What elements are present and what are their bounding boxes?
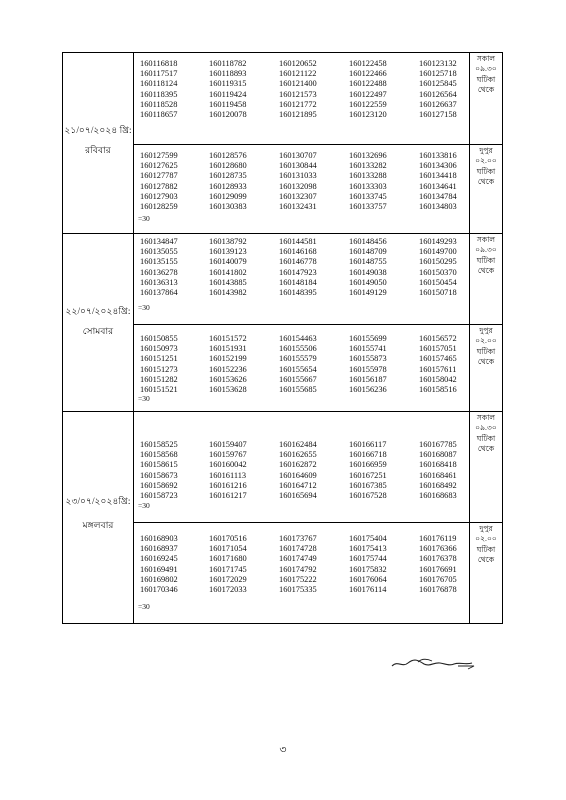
roll-number: 160155579 — [279, 354, 317, 364]
roll-number: 160156187 — [349, 374, 387, 384]
time-text: ০৯.৩০ — [475, 423, 497, 433]
roll-number: 160139123 — [209, 247, 247, 257]
roll-number: 160133757 — [349, 202, 387, 212]
roll-number: 160169245 — [140, 554, 178, 564]
time-text: ০৯.৩০ — [475, 64, 497, 74]
roll-number: 160156572 — [419, 334, 457, 343]
roll-number: 160167785 — [419, 440, 457, 449]
date-cell — [63, 412, 134, 623]
roll-number: 160122488 — [349, 79, 387, 89]
roll-number: 160151521 — [140, 385, 178, 395]
date-row — [62, 412, 503, 624]
roll-number: 160159407 — [209, 440, 247, 449]
roll-number: 160131033 — [279, 171, 317, 181]
roll-number: 160151251 — [140, 354, 178, 364]
roll-number: 160170516 — [209, 534, 247, 543]
roll-number: 160134306 — [419, 161, 457, 171]
roll-number: 160118124 — [140, 79, 178, 89]
roll-number: 160121122 — [279, 69, 317, 79]
roll-number: 160149129 — [349, 288, 387, 298]
time-text: ঘটিকা — [476, 346, 496, 356]
roll-number: 160120652 — [279, 59, 317, 68]
time-text: সকাল — [476, 54, 496, 63]
roll-number: 160174792 — [279, 564, 317, 574]
roll-number: 160164712 — [279, 480, 317, 490]
roll-number: 160162872 — [279, 460, 317, 470]
roll-number: 160138792 — [209, 237, 247, 246]
roll-number: 160150855 — [140, 334, 178, 343]
roll-number: 160161217 — [209, 491, 247, 501]
exam-date: ২১/০৭/২০২৪ খ্রি: — [64, 125, 132, 135]
roll-number: 160121772 — [279, 99, 317, 109]
time-text: ঘটিকা — [476, 544, 496, 554]
time-text: দুপুর — [479, 146, 493, 155]
roll-number: 160155506 — [279, 344, 317, 354]
roll-number: 160158516 — [419, 385, 457, 395]
roll-number: 160152236 — [209, 364, 247, 374]
roll-number: 160129099 — [209, 191, 247, 201]
session-row — [134, 412, 502, 522]
roll-number: 160166117 — [349, 440, 387, 449]
roll-number: 160170346 — [140, 585, 178, 595]
roll-number: 160127903 — [140, 191, 178, 201]
time-text: ০২.০০ — [475, 534, 497, 544]
roll-number: 160116818 — [140, 59, 178, 68]
roll-number: 160128259 — [140, 202, 178, 212]
roll-number: 160155667 — [279, 374, 317, 384]
roll-number: 160157465 — [419, 354, 457, 364]
roll-number: 160162484 — [279, 440, 317, 449]
roll-number: 160149700 — [419, 247, 457, 257]
session-total: =30 — [138, 394, 150, 403]
roll-number: 160169491 — [140, 564, 178, 574]
roll-number: 160143885 — [209, 277, 247, 287]
roll-number: 160158525 — [140, 440, 178, 449]
time-text: ঘটিকা — [476, 166, 496, 176]
roll-numbers-cell — [134, 325, 470, 411]
roll-number: 160127625 — [140, 161, 178, 171]
roll-number: 160127882 — [140, 181, 178, 191]
session-total: =30 — [138, 501, 150, 510]
time-text: সকাল — [476, 235, 496, 244]
time-text: ০৯.৩০ — [475, 245, 497, 255]
roll-numbers-cell — [134, 523, 470, 623]
roll-number: 160122559 — [349, 99, 387, 109]
roll-number: 160168937 — [140, 544, 178, 554]
roll-number: 160147923 — [279, 267, 317, 277]
roll-number: 160168418 — [419, 460, 457, 470]
roll-number: 160133303 — [349, 181, 387, 191]
time-text: দুপুর — [479, 326, 493, 335]
roll-number: 160151572 — [209, 334, 247, 343]
roll-number: 160137864 — [140, 288, 178, 298]
roll-number: 160172033 — [209, 585, 247, 595]
roll-number: 160133745 — [349, 191, 387, 201]
roll-number: 160169802 — [140, 574, 178, 584]
roll-number: 160161113 — [209, 470, 247, 480]
roll-number: 160148709 — [349, 247, 387, 257]
roll-number: 160122497 — [349, 89, 387, 99]
roll-number: 160128735 — [209, 171, 247, 181]
roll-number: 160155685 — [279, 385, 317, 395]
roll-number: 160126637 — [419, 99, 457, 109]
roll-number: 160175413 — [349, 544, 387, 554]
roll-number: 160153626 — [209, 374, 247, 384]
roll-number: 160171745 — [209, 564, 247, 574]
time-text: থেকে — [477, 444, 495, 454]
roll-number: 160166718 — [349, 450, 387, 460]
roll-number: 160122466 — [349, 69, 387, 79]
time-text: ০২.০০ — [475, 156, 497, 166]
exam-date: ২৩/০৭/২০২৪খ্রি: — [65, 496, 131, 506]
roll-number: 160174728 — [279, 544, 317, 554]
roll-number: 160140079 — [209, 257, 247, 267]
roll-number: 160176064 — [349, 574, 387, 584]
roll-number: 160126564 — [419, 89, 457, 99]
roll-number: 160148456 — [349, 237, 387, 246]
roll-number: 160172029 — [209, 574, 247, 584]
roll-number: 160128680 — [209, 161, 247, 171]
roll-number: 160153628 — [209, 385, 247, 395]
time-text: থেকে — [477, 177, 495, 187]
roll-number: 160125718 — [419, 69, 457, 79]
roll-number: 160134641 — [419, 181, 457, 191]
session-row — [134, 53, 502, 144]
roll-number: 160159767 — [209, 450, 247, 460]
roll-number: 160119315 — [209, 79, 247, 89]
exam-day: মঙ্গলবার — [82, 520, 114, 530]
roll-numbers-cell — [134, 53, 470, 144]
roll-number: 160176114 — [349, 585, 387, 595]
roll-number: 160149293 — [419, 237, 457, 246]
roll-number: 160167385 — [349, 480, 387, 490]
date-row — [62, 52, 503, 234]
roll-number: 160122458 — [349, 59, 387, 68]
roll-number: 160117517 — [140, 69, 178, 79]
roll-number: 160158568 — [140, 450, 178, 460]
roll-number: 160133288 — [349, 171, 387, 181]
roll-number: 160166959 — [349, 460, 387, 470]
time-text: ঘটিকা — [476, 74, 496, 84]
roll-number: 160135055 — [140, 247, 178, 257]
time-text: সকাল — [476, 413, 496, 422]
roll-number: 160158673 — [140, 470, 178, 480]
roll-number: 160121895 — [279, 110, 317, 120]
roll-number: 160132431 — [279, 202, 317, 212]
roll-number: 160148395 — [279, 288, 317, 298]
roll-number: 160155741 — [349, 344, 387, 354]
roll-number: 160135155 — [140, 257, 178, 267]
roll-number: 160150454 — [419, 277, 457, 287]
roll-number: 160152199 — [209, 354, 247, 364]
roll-number: 160148184 — [279, 277, 317, 287]
roll-number: 160127158 — [419, 110, 457, 120]
roll-number: 160118657 — [140, 110, 178, 120]
session-row — [134, 522, 502, 623]
roll-number: 160146778 — [279, 257, 317, 267]
exam-day: রবিবার — [85, 145, 111, 155]
roll-number: 160175744 — [349, 554, 387, 564]
roll-number: 160168492 — [419, 480, 457, 490]
roll-number: 160176119 — [419, 534, 457, 543]
roll-number: 160127599 — [140, 151, 178, 160]
roll-numbers-cell — [134, 412, 470, 522]
roll-number: 160161216 — [209, 480, 247, 490]
roll-number: 160134418 — [419, 171, 457, 181]
roll-number: 160175222 — [279, 574, 317, 584]
roll-number: 160146168 — [279, 247, 317, 257]
roll-number: 160168683 — [419, 491, 457, 501]
roll-number: 160171680 — [209, 554, 247, 564]
roll-number: 160158615 — [140, 460, 178, 470]
roll-number: 160168903 — [140, 534, 178, 543]
time-text: থেকে — [477, 85, 495, 95]
roll-number: 160156236 — [349, 385, 387, 395]
roll-number: 160130844 — [279, 161, 317, 171]
roll-number: 160128576 — [209, 151, 247, 160]
roll-number: 160134784 — [419, 191, 457, 201]
date-cell — [63, 234, 134, 411]
roll-number: 160134847 — [140, 237, 178, 246]
roll-number: 160157611 — [419, 364, 457, 374]
session-row — [134, 234, 502, 324]
time-text: থেকে — [477, 555, 495, 565]
roll-number: 160120078 — [209, 110, 247, 120]
roll-number: 160123120 — [349, 110, 387, 120]
roll-number: 160160042 — [209, 460, 247, 470]
roll-number: 160128933 — [209, 181, 247, 191]
roll-number: 160118893 — [209, 69, 247, 79]
roll-number: 160174749 — [279, 554, 317, 564]
time-text: ঘটিকা — [476, 433, 496, 443]
roll-number: 160154463 — [279, 334, 317, 343]
roll-number: 160132307 — [279, 191, 317, 201]
roll-number: 160130707 — [279, 151, 317, 160]
roll-number: 160123132 — [419, 59, 457, 68]
roll-number: 160155654 — [279, 364, 317, 374]
signature — [388, 654, 480, 674]
roll-number: 160155978 — [349, 364, 387, 374]
roll-number: 160150295 — [419, 257, 457, 267]
roll-number: 160136278 — [140, 267, 178, 277]
time-text: দুপুর — [479, 524, 493, 533]
roll-number: 160118395 — [140, 89, 178, 99]
roll-number: 160158692 — [140, 480, 178, 490]
roll-number: 160121400 — [279, 79, 317, 89]
page-number: ৩ — [279, 744, 287, 756]
roll-number: 160168461 — [419, 470, 457, 480]
roll-number: 160167251 — [349, 470, 387, 480]
roll-number: 160173767 — [279, 534, 317, 543]
roll-number: 160133282 — [349, 161, 387, 171]
exam-schedule-table — [62, 52, 503, 624]
roll-number: 160176366 — [419, 544, 457, 554]
exam-date: ২২/০৭/২০২৪খ্রি: — [65, 306, 131, 316]
roll-number: 160168087 — [419, 450, 457, 460]
session-row — [134, 324, 502, 411]
roll-number: 160158723 — [140, 491, 178, 501]
roll-numbers-cell — [134, 145, 470, 233]
roll-number: 160176691 — [419, 564, 457, 574]
roll-number: 160157051 — [419, 344, 457, 354]
roll-number: 160150370 — [419, 267, 457, 277]
roll-number: 160119458 — [209, 99, 247, 109]
roll-number: 160176878 — [419, 585, 457, 595]
roll-number: 160151282 — [140, 374, 178, 384]
roll-number: 160175832 — [349, 564, 387, 574]
roll-number: 160167528 — [349, 491, 387, 501]
roll-number: 160150973 — [140, 344, 178, 354]
roll-number: 160119424 — [209, 89, 247, 99]
session-total: =30 — [138, 602, 150, 611]
roll-number: 160175335 — [279, 585, 317, 595]
roll-number: 160134803 — [419, 202, 457, 212]
roll-number: 160118528 — [140, 99, 178, 109]
roll-number: 160164609 — [279, 470, 317, 480]
roll-number: 160130383 — [209, 202, 247, 212]
date-row — [62, 234, 503, 412]
roll-number: 160175404 — [349, 534, 387, 543]
roll-number: 160162655 — [279, 450, 317, 460]
roll-number: 160127787 — [140, 171, 178, 181]
roll-number: 160118782 — [209, 59, 247, 68]
roll-number: 160176378 — [419, 554, 457, 564]
roll-number: 160149050 — [349, 277, 387, 287]
date-cell — [63, 53, 134, 233]
roll-number: 160132098 — [279, 181, 317, 191]
roll-number: 160151931 — [209, 344, 247, 354]
roll-number: 160165694 — [279, 491, 317, 501]
roll-number: 160132696 — [349, 151, 387, 160]
roll-number: 160136313 — [140, 277, 178, 287]
session-row — [134, 144, 502, 233]
roll-number: 160121573 — [279, 89, 317, 99]
roll-number: 160150718 — [419, 288, 457, 298]
roll-numbers-cell — [134, 234, 470, 324]
roll-number: 160171054 — [209, 544, 247, 554]
roll-number: 160141802 — [209, 267, 247, 277]
time-text: ০২.০০ — [475, 336, 497, 346]
roll-number: 160151273 — [140, 364, 178, 374]
time-text: ঘটিকা — [476, 255, 496, 265]
session-total: =30 — [138, 303, 150, 312]
roll-number: 160149038 — [349, 267, 387, 277]
roll-number: 160155873 — [349, 354, 387, 364]
roll-number: 160144581 — [279, 237, 317, 246]
session-total: =30 — [138, 214, 150, 223]
roll-number: 160133816 — [419, 151, 457, 160]
roll-number: 160143982 — [209, 288, 247, 298]
roll-number: 160176705 — [419, 574, 457, 584]
time-text: থেকে — [477, 357, 495, 367]
roll-number: 160148755 — [349, 257, 387, 267]
roll-number: 160158042 — [419, 374, 457, 384]
roll-number: 160125845 — [419, 79, 457, 89]
exam-day: সোমবার — [82, 326, 114, 336]
roll-number: 160155699 — [349, 334, 387, 343]
time-text: থেকে — [477, 266, 495, 276]
